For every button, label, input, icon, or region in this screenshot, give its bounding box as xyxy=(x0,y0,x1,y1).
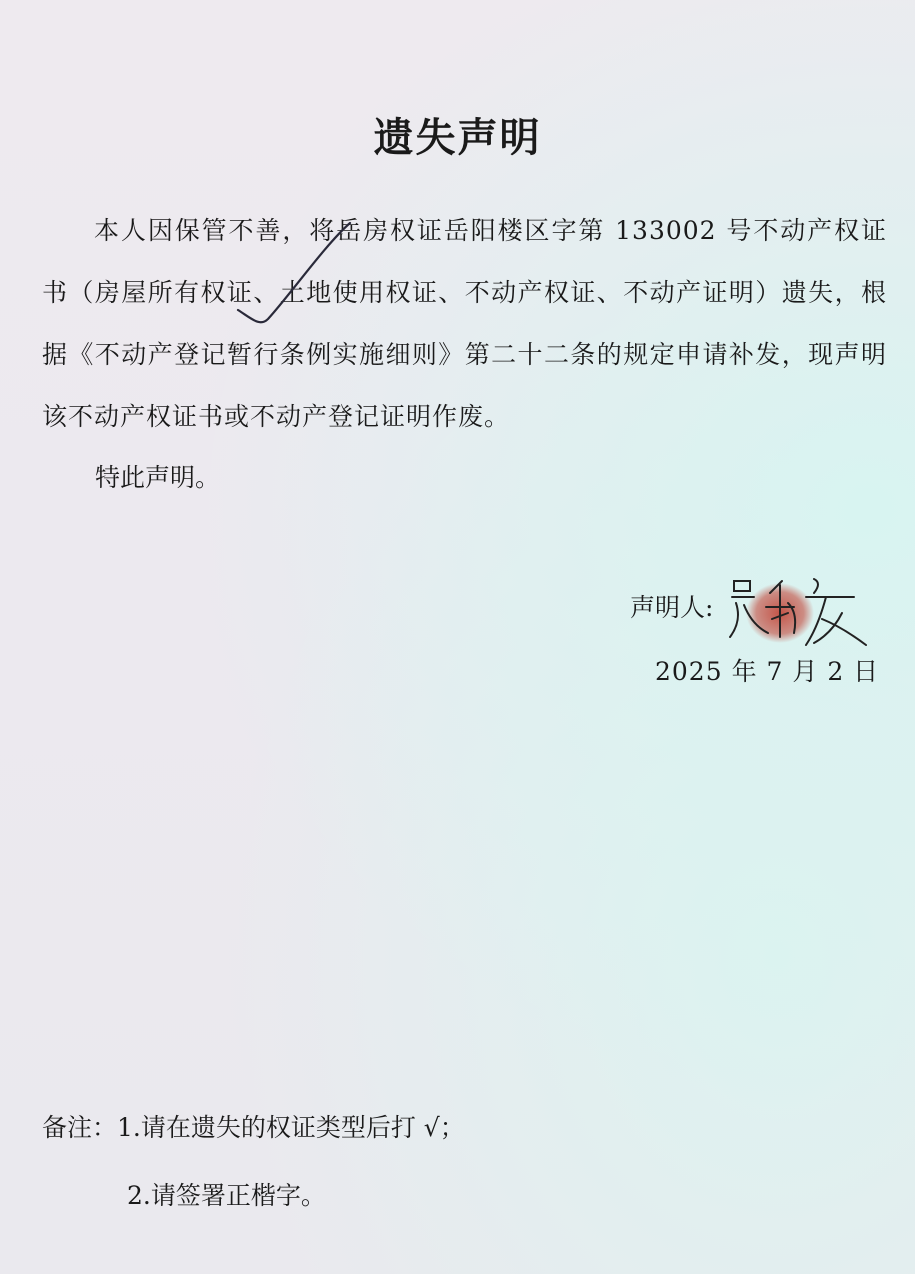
declarant-label: 声明人: xyxy=(630,593,714,622)
note-line-2: 2.请签署正楷字。 xyxy=(127,1181,326,1210)
note-line-1: 备注：1.请在遗失的权证类型后打 √； xyxy=(42,1113,465,1142)
document-title: 遗失声明 xyxy=(373,115,542,161)
closing-text: 特此声明。 xyxy=(95,463,221,492)
statement-paragraph: 本人因保管不善，将岳房权证岳阳楼区字第 133002 号不动产权证书（房屋所有权证、土地使用权证、不动产权证、不动产证明）遗失，根据《不动产登记暂行条例实施细则》第二十二条的规定申请补发，现声明该不动产权证书或不动产登记证明作废。 xyxy=(42,216,887,431)
statement-body xyxy=(42,200,887,448)
declaration-date: 2025 年 7 月 2 日 xyxy=(655,657,880,686)
handwritten-checkmark xyxy=(230,215,360,335)
signature-with-fingerprint xyxy=(722,563,872,658)
